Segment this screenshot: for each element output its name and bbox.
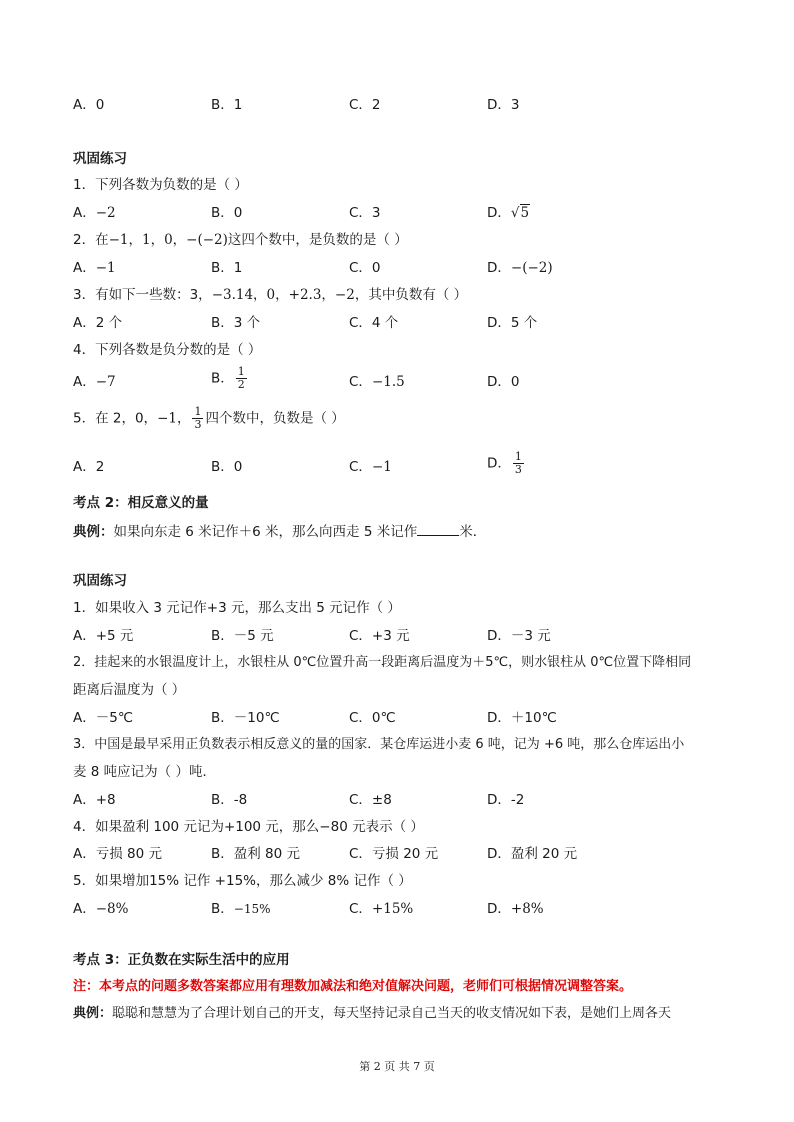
option-b: B．−15% [211,901,271,917]
option-c: C．0℃ [349,710,396,726]
option-a: A．−7 [73,374,116,390]
option-a: A．2 [73,459,105,475]
section-heading: 考点 3：正负数在实际生活中的应用 [73,952,290,968]
question-stem: 3．有如下一些数：3，−3.14，0，+2.3，−2，其中负数有（ ） [73,287,468,303]
option-a: A．－5℃ [73,710,133,726]
section-title: 巩固练习 [73,151,127,167]
section-title: 巩固练习 [73,573,127,589]
option-b: B．0 [211,205,243,221]
option-a: A．−1 [73,260,116,276]
option-d: D．3 [487,97,520,113]
option-d: D．−(−2) [487,260,553,276]
option-d: D．√5 [487,205,530,221]
option-b: B．3 个 [211,315,261,331]
option-b: B．盈利 80 元 [211,846,301,862]
option-b: B．-8 [211,792,248,808]
option-c: C．−1 [349,459,392,475]
fraction: $\frac{1}{3}$ [514,450,522,476]
option-a: A．0 [73,97,105,113]
question-stem: 1．如果收入 3 元记作+3 元，那么支出 5 元记作（ ） [73,600,401,616]
example-text: 典例：如果向东走 6 米记作＋6 米，那么向西走 5 米记作 米． [73,521,486,541]
option-a: A．−8% [73,901,129,917]
option-d: D．5 个 [487,315,538,331]
question-stem: 2．挂起来的水银温度计上，水银柱从 0℃位置升高一段距离后温度为＋5℃，则水银柱从 0℃位置下降相同 [73,655,692,670]
question-stem: 4．下列各数是负分数的是（ ） [73,342,262,358]
note-text: 注：本考点的问题多数答案都应用有理数加减法和绝对值解决问题，老师们可根据情况调整答案。 [73,979,633,994]
option-a: A．+8 [73,792,116,808]
option-d: D．-2 [487,792,525,808]
question-stem: 1．下列各数为负数的是（ ） [73,177,248,193]
page-footer: 第 2 页 共 7 页 [359,1060,435,1073]
sqrt-radicand: 5 [520,205,530,221]
option-c: C．−1.5 [349,374,405,390]
option-b: B．1 [211,260,243,276]
option-a: A．亏损 80 元 [73,846,162,862]
option-d: D．盈利 20 元 [487,846,578,862]
option-d: D．0 [487,374,520,390]
option-d: D．－3 元 [487,628,551,644]
option-c: C．2 [349,97,381,113]
answer-blank [417,521,459,536]
fraction: $\frac{1}{2}$ [237,365,245,391]
option-c: C．+3 元 [349,628,410,644]
option-d: D．＋10℃ [487,710,557,726]
option-b: B．1 [211,97,243,113]
option-a: A．+5 元 [73,628,134,644]
fraction: $\frac{1}{3}$ [194,405,202,431]
section-heading: 考点 2：相反意义的量 [73,495,209,511]
example-text: 典例：聪聪和慧慧为了合理计划自己的开支，每天坚持记录自己当天的收支情况如下表，是她们上周各天 [73,1006,672,1021]
question-stem: 5．如果增加15% 记作 +15%，那么减少 8% 记作（ ） [73,873,412,889]
question-stem-cont: 距离后温度为（ ） [73,682,186,698]
option-d: D． $\frac{1}{3}$ [487,450,522,476]
option-c: C．±8 [349,792,392,808]
option-b: B． $\frac{1}{2}$ [211,365,245,391]
option-c: C．亏损 20 元 [349,846,439,862]
option-d: D．+8% [487,901,544,917]
question-stem-cont: 麦 8 吨应记为（ ）吨． [73,764,216,780]
question-stem: 3．中国是最早采用正负数表示相反意义的量的国家．某仓库运进小麦 6 吨，记为 +6 吨，那么仓库运出小 [73,737,685,752]
question-stem: 4．如果盈利 100 元记为+100 元，那么−80 元表示（ ） [73,819,424,835]
option-c: C．0 [349,260,381,276]
question-stem: 5．在 2，0，−1， $\frac{1}{3}$ 四个数中，负数是（ ） [73,405,345,431]
option-a: A．−2 [73,205,116,221]
option-b: B．－5 元 [211,628,274,644]
option-c: C．+15% [349,901,414,917]
option-c: C．4 个 [349,315,399,331]
option-c: C．3 [349,205,381,221]
question-stem: 2．在−1，1，0，−(−2)这四个数中，是负数的是（ ） [73,232,408,248]
option-b: B．－10℃ [211,710,280,726]
option-a: A．2 个 [73,315,123,331]
option-b: B．0 [211,459,243,475]
